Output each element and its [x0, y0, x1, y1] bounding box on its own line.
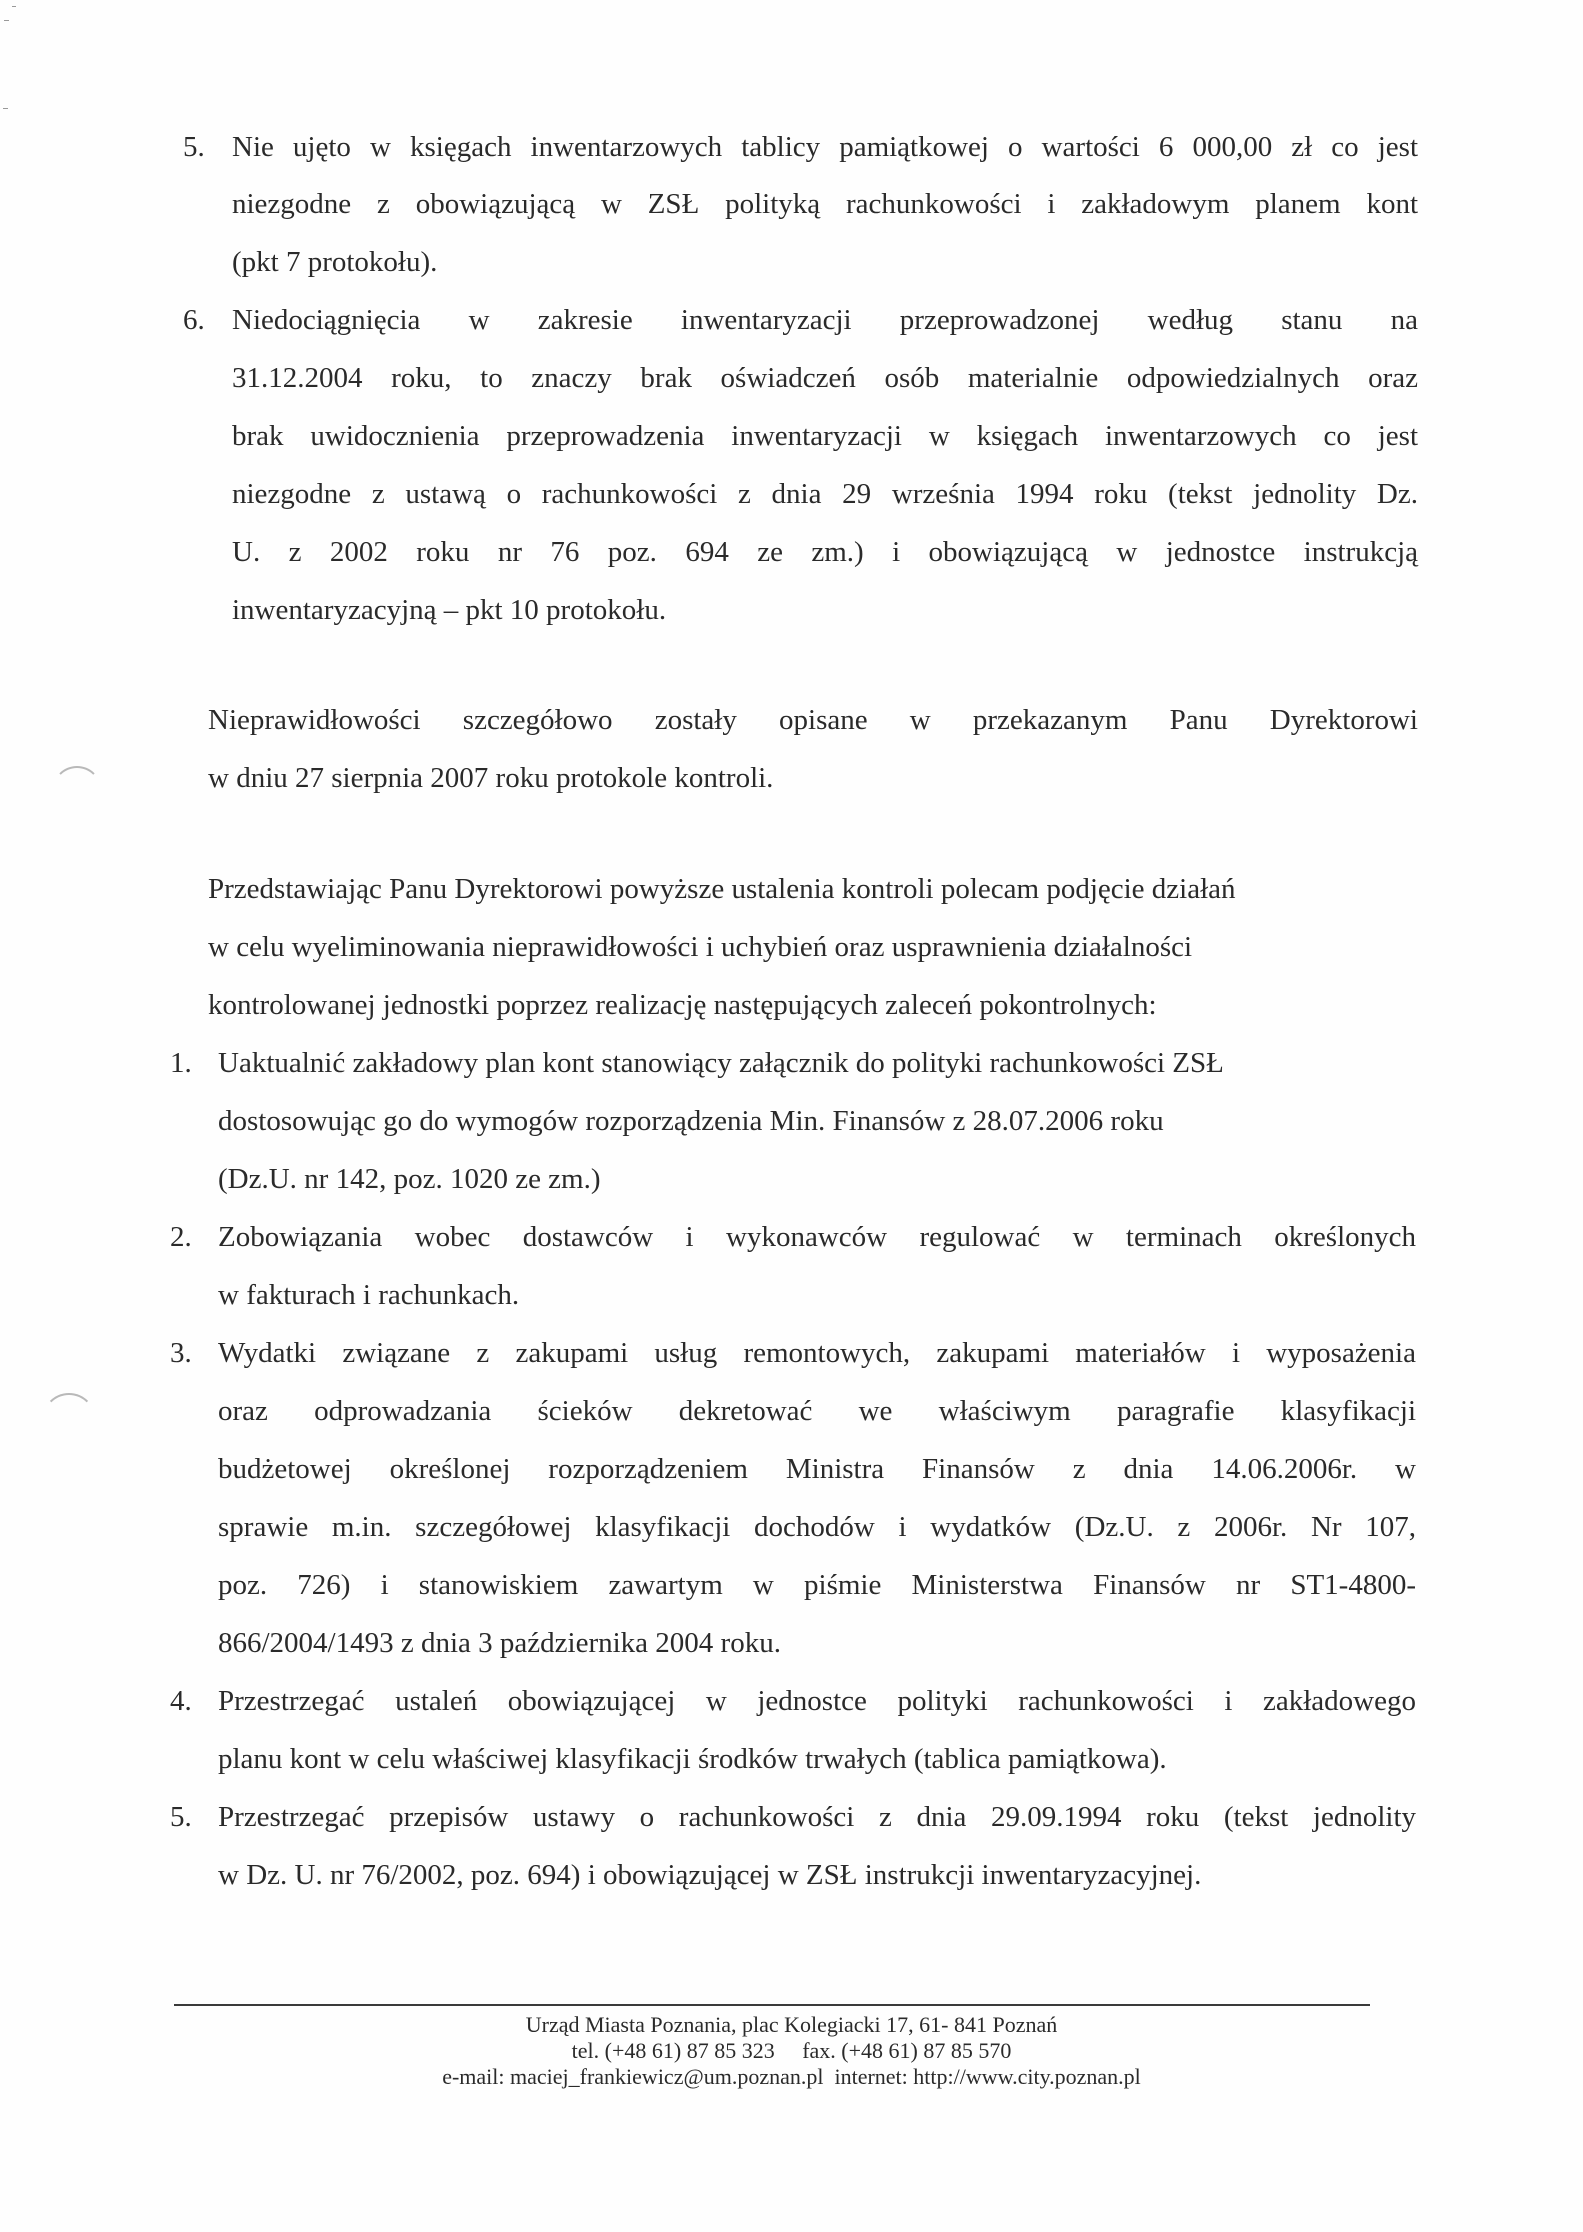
recommendation-text-line: 866/2004/1493 z dnia 3 października 2004 roku.	[218, 1627, 781, 1659]
paragraph-line: kontrolowanej jednostki poprzez realizację następujących zaleceń pokontrolnych:	[208, 989, 1157, 1021]
finding-text-line: brak uwidocznienia przeprowadzenia inwentaryzacji w księgach inwentarzowych co jest	[232, 420, 1418, 452]
recommendation-text-line: Wydatki związane z zakupami usług remontowych, zakupami materiałów i wyposażenia	[218, 1337, 1416, 1369]
recommendation-text-line: Przestrzegać ustaleń obowiązującej w jednostce polityki rachunkowości i zakładowego	[218, 1685, 1416, 1717]
finding-text-line: niezgodne z ustawą o rachunkowości z dnia 29 września 1994 roku (tekst jednolity Dz.	[232, 478, 1418, 510]
scan-speck	[4, 20, 9, 21]
recommendation-text-line: budżetowej określonej rozporządzeniem Ministra Finansów z dnia 14.06.2006r. w	[218, 1453, 1416, 1485]
footer-divider	[174, 2004, 1370, 2006]
recommendation-text-line: Uaktualnić zakładowy plan kont stanowiący załącznik do polityki rachunkowości ZSŁ	[218, 1047, 1224, 1079]
recommendation-text-line: sprawie m.in. szczegółowej klasyfikacji dochodów i wydatków (Dz.U. z 2006r. Nr 107,	[218, 1511, 1416, 1543]
paragraph-line: w celu wyeliminowania nieprawidłowości i uchybień oraz usprawnienia działalności	[208, 931, 1193, 963]
recommendation-text-line: oraz odprowadzania ścieków dekretować we właściwym paragrafie klasyfikacji	[218, 1395, 1416, 1427]
finding-text-line: niezgodne z obowiązującą w ZSŁ polityką rachunkowości i zakładowym planem kont	[232, 188, 1418, 220]
list-number: 5.	[183, 131, 205, 163]
list-number: 2.	[170, 1221, 192, 1253]
list-number: 5.	[170, 1801, 192, 1833]
finding-text-line: (pkt 7 protokołu).	[232, 246, 438, 278]
recommendation-text-line: w fakturach i rachunkach.	[218, 1279, 520, 1311]
recommendation-text-line: w Dz. U. nr 76/2002, poz. 694) i obowiązującej w ZSŁ instrukcji inwentaryzacyjnej.	[218, 1859, 1202, 1891]
scan-speck	[3, 108, 8, 109]
list-number: 4.	[170, 1685, 192, 1717]
footer-contact: e-mail: maciej_frankiewicz@um.poznan.pl internet: http://www.city.poznan.pl	[442, 2064, 1141, 2089]
recommendation-text-line: Zobowiązania wobec dostawców i wykonawców regulować w terminach określonych	[218, 1221, 1416, 1253]
footer-phone-fax: tel. (+48 61) 87 85 323 fax. (+48 61) 87 85 570	[571, 2038, 1012, 2063]
footer-address: Urząd Miasta Poznania, plac Kolegiacki 17, 61- 841 Poznań	[525, 2012, 1058, 2037]
recommendation-text-line: planu kont w celu właściwej klasyfikacji środków trwałych (tablica pamiątkowa).	[218, 1743, 1167, 1775]
paragraph-line: Nieprawidłowości szczegółowo zostały opisane w przekazanym Panu Dyrektorowi	[208, 704, 1418, 736]
list-number: 6.	[183, 304, 205, 336]
paragraph-line: Przedstawiając Panu Dyrektorowi powyższe ustalenia kontroli polecam podjęcie działań	[208, 873, 1236, 905]
paragraph-line: w dniu 27 sierpnia 2007 roku protokole kontroli.	[208, 762, 774, 794]
recommendation-text-line: dostosowując go do wymogów rozporządzenia Min. Finansów z 28.07.2006 roku	[218, 1105, 1164, 1137]
punch-hole-shadow	[52, 766, 102, 816]
recommendation-text-line: poz. 726) i stanowiskiem zawartym w piśmie Ministerstwa Finansów nr ST1-4800-	[218, 1569, 1416, 1601]
punch-hole-shadow	[42, 1393, 96, 1447]
recommendation-text-line: (Dz.U. nr 142, poz. 1020 ze zm.)	[218, 1163, 601, 1195]
list-number: 3.	[170, 1337, 192, 1369]
finding-text-line: Niedociągnięcia w zakresie inwentaryzacji przeprowadzonej według stanu na	[232, 304, 1418, 336]
finding-text-line: 31.12.2004 roku, to znaczy brak oświadczeń osób materialnie odpowiedzialnych oraz	[232, 362, 1418, 394]
list-number: 1.	[170, 1047, 192, 1079]
finding-text-line: U. z 2002 roku nr 76 poz. 694 ze zm.) i obowiązującą w jednostce instrukcją	[232, 536, 1418, 568]
finding-text-line: Nie ujęto w księgach inwentarzowych tablicy pamiątkowej o wartości 6 000,00 zł co jest	[232, 131, 1418, 163]
scan-speck	[12, 6, 16, 7]
recommendation-text-line: Przestrzegać przepisów ustawy o rachunkowości z dnia 29.09.1994 roku (tekst jednolity	[218, 1801, 1416, 1833]
finding-text-line: inwentaryzacyjną – pkt 10 protokołu.	[232, 594, 667, 626]
